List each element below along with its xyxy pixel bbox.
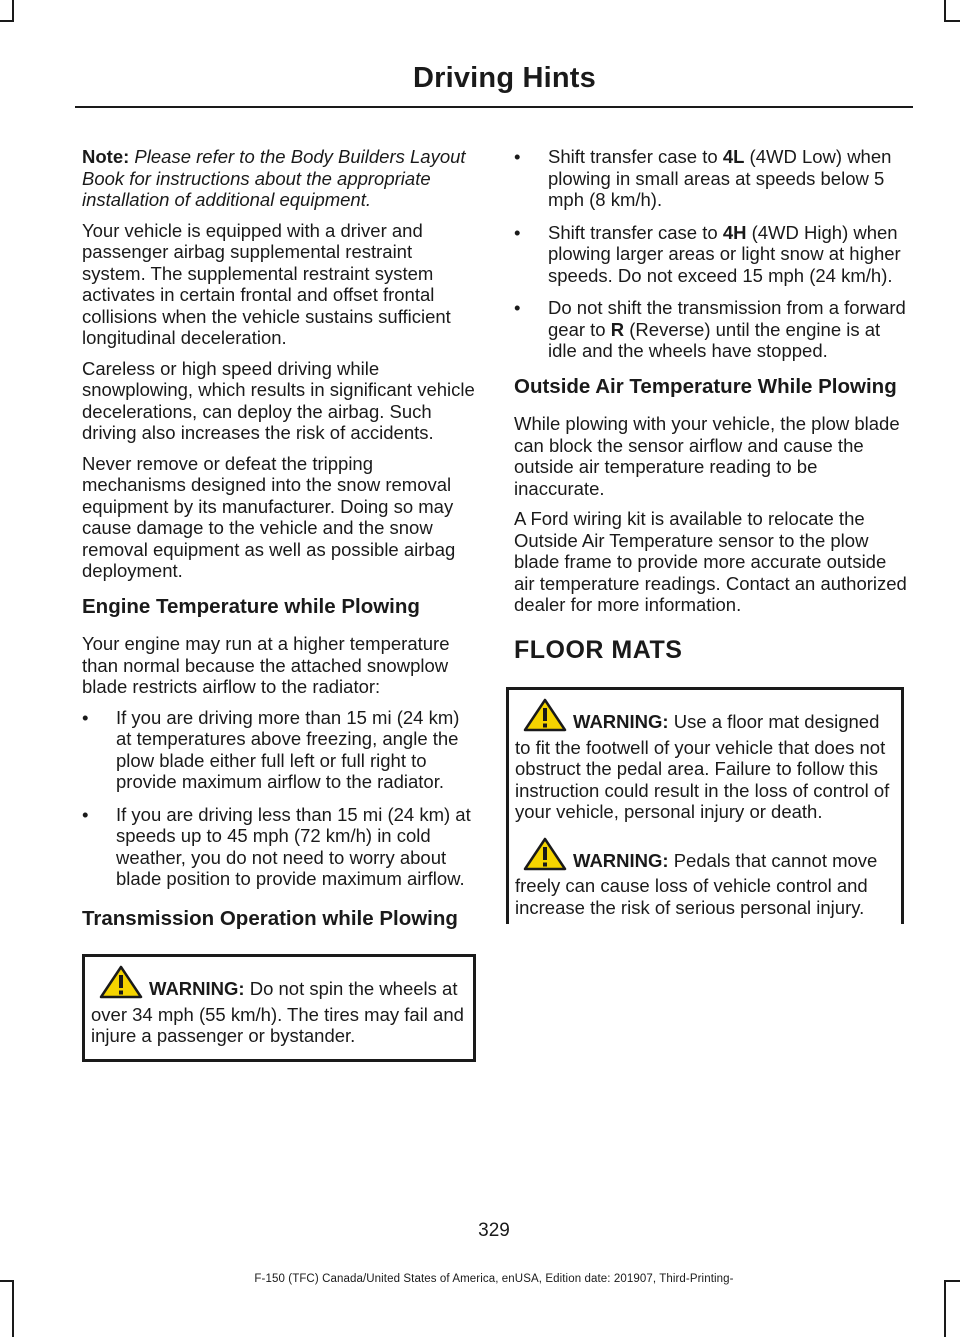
list-item bbox=[514, 146, 910, 211]
floor-mats-warning-box bbox=[506, 687, 904, 924]
warning-label: WARNING: bbox=[573, 849, 669, 871]
warning-label: WARNING: bbox=[573, 711, 669, 732]
transmission-heading: Transmission Operation while Plowing bbox=[82, 906, 458, 930]
warning-paragraph bbox=[515, 837, 895, 919]
crop-mark bbox=[944, 20, 960, 22]
outside-air-temperature-heading: Outside Air Temperature While Plowing bbox=[514, 374, 897, 398]
outside-air-paragraph: While plowing with your vehicle, the plow blade can block the sensor airflow and cause the outside air temperature reading to be inaccurate. bbox=[514, 413, 900, 499]
engine-temperature-heading: Engine Temperature while Plowing bbox=[82, 594, 420, 618]
list-item-text: Do not shift the transmission from a forward gear to bbox=[548, 297, 906, 340]
list-item: • If you are driving less than 15 mi (24 km) at speeds up to 45 mph (72 km/h) in cold weather, you do not need to worry about blade position to provide maximum airflow. bbox=[82, 804, 476, 890]
transmission-warning-box bbox=[82, 954, 476, 1062]
warning-triangle-icon bbox=[523, 837, 567, 876]
footer-edition-text: F-150 (TFC) Canada/United States of America, enUSA, Edition date: 201907, Third-Printing- bbox=[254, 1273, 734, 1285]
list-item-text: (Reverse) until the engine is at idle and the wheels have stopped. bbox=[548, 318, 881, 361]
page-number: 329 bbox=[478, 1220, 510, 1241]
warning-text: Pedals that cannot move freely can cause loss of vehicle control and increase the risk of serious personal injury. bbox=[515, 849, 878, 918]
crop-mark bbox=[0, 20, 14, 22]
header-divider bbox=[75, 106, 913, 108]
list-item bbox=[514, 297, 910, 362]
crop-mark bbox=[12, 1280, 14, 1337]
list-item-text: (4WD High) when plowing larger areas or light snow at higher speeds. Do not exceed 15 mph (24 km/h). bbox=[548, 221, 901, 286]
gear-label: 4H bbox=[722, 221, 747, 243]
list-item: • If you are driving more than 15 mi (24 km) at temperatures above freezing, angle the plow blade either full left or full right to provide maximum airflow to the radiator. bbox=[82, 707, 476, 793]
high-speed-paragraph: Careless or high speed driving while snowplowing, which results in significant vehicle decelerations, can deploy the airbag. Such driving also increases the risk of accidents. bbox=[82, 357, 475, 443]
transfer-case-list bbox=[514, 146, 910, 362]
right-column bbox=[514, 146, 910, 924]
list-item-text: (4WD Low) when plowing in small areas at speeds below 5 mph (8 km/h). bbox=[548, 146, 892, 210]
tripping-mechanism-paragraph: Never remove or defeat the tripping mechanisms designed into the snow removal equipment by its manufacturer. Doing so may cause damage to the vehicle and the snow removal equipment as well as possible airbag deployment. bbox=[82, 452, 456, 581]
crop-mark bbox=[12, 0, 14, 22]
floor-mats-heading: FLOOR MATS bbox=[514, 635, 683, 664]
crop-mark bbox=[944, 0, 946, 22]
warning-text: Use a floor mat designed to fit the footwell of your vehicle that does not obstruct the pedal area. Failure to follow this instruction could result in the loss of control of your vehicle, personal injury or death. bbox=[515, 711, 890, 822]
note-label: Note: bbox=[82, 146, 130, 167]
warning-label: WARNING: bbox=[149, 978, 245, 999]
airbag-paragraph: Your vehicle is equipped with a driver and passenger airbag supplemental restraint system. The supplemental restraint system activates in certain frontal and offset frontal collisions when the vehicle sustains sufficient longitudinal deceleration. bbox=[82, 219, 451, 348]
gear-label: R bbox=[610, 318, 625, 340]
list-item-text: Shift transfer case to bbox=[548, 221, 723, 243]
crop-mark bbox=[944, 1280, 946, 1337]
list-item bbox=[514, 222, 910, 287]
note-paragraph bbox=[82, 146, 476, 211]
warning-triangle-icon bbox=[99, 965, 143, 1004]
warning-text: Do not spin the wheels at over 34 mph (55 km/h). The tires may fail and injure a passenger or bystander. bbox=[91, 978, 464, 1046]
left-column bbox=[82, 146, 476, 1062]
page-title: Driving Hints bbox=[412, 62, 596, 94]
list-item-text: Shift transfer case to bbox=[548, 146, 723, 167]
warning-triangle-icon bbox=[523, 698, 567, 737]
engine-temperature-paragraph: Your engine may run at a higher temperature than normal because the attached snowplow blade restricts airflow to the radiator: bbox=[82, 633, 450, 697]
note-text: Please refer to the Body Builders Layout Book for instructions about the appropriate installation of additional equipment. bbox=[82, 146, 466, 210]
wiring-kit-paragraph: A Ford wiring kit is available to relocate the Outside Air Temperature sensor to the plow blade frame to provide more accurate outside air temperature readings. Contact an authorized dealer for more information. bbox=[514, 508, 907, 615]
warning-paragraph bbox=[91, 965, 467, 1047]
gear-label: 4L bbox=[722, 146, 745, 167]
warning-paragraph bbox=[515, 698, 895, 823]
engine-temperature-list bbox=[82, 707, 476, 890]
